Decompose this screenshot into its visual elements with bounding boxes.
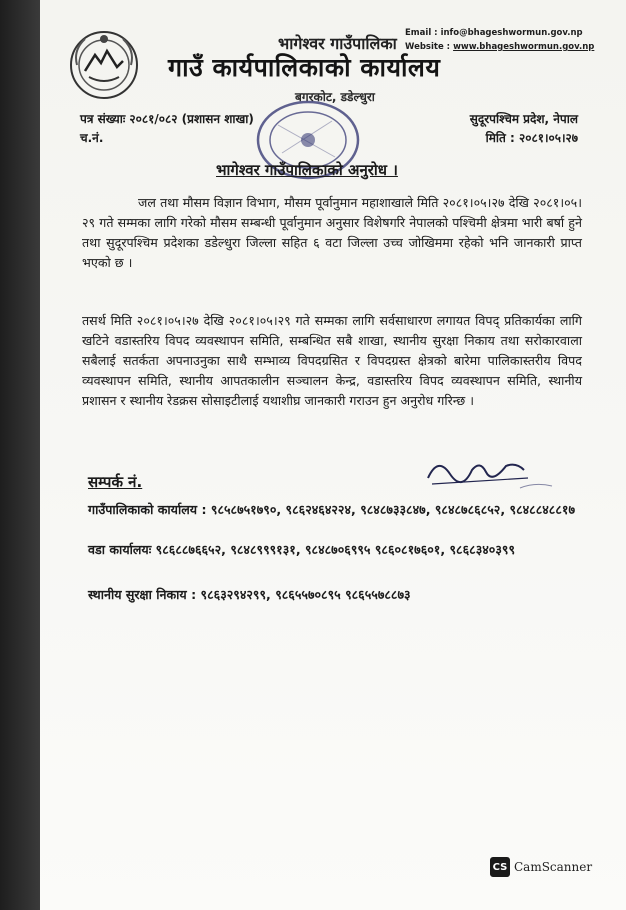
body-paragraph-1: जल तथा मौसम विज्ञान विभाग, मौसम पूर्वानुमान महाशाखाले मिति २०८१।०५।२७ देखि २०८१।०५।२९ गते सम्मका लागि गरेको मौसम सम्बन्धी पूर्वानुमान अनुसार विशेषगरि नेपालको पश्चिमी क्षेत्रमा भारी बर्षा हुने तथा सुदूरपश्चिम प्रदेशका डडेल्धुरा जिल्ला सहित ६ वटा जिल्ला उच्च जोखिममा रहेको भनि जानकारी प्राप्त भएको छ । <box>82 195 582 270</box>
contact-numbers: ९८६३२९४२९९, ९८६५५७०८९५ ९८६५५७८८७३ <box>200 587 411 602</box>
reference-block <box>80 110 254 148</box>
camscanner-watermark <box>490 856 592 878</box>
officer-signature <box>420 448 560 498</box>
office-location: बगरकोट, डडेल्धुरा <box>295 90 375 104</box>
office-title: गाउँ कार्यपालिकाको कार्यालय <box>168 53 441 82</box>
camscanner-label: CamScanner <box>514 860 593 874</box>
office-website: Website : www.bhageshwormun.gov.np <box>405 42 595 52</box>
letter-number: पत्र संख्याः २०८१/०८२ (प्रशासन शाखा) <box>80 112 254 126</box>
contact-label: वडा कार्यालयः <box>88 542 152 557</box>
contact-label: गाउँपालिकाको कार्यालय <box>88 502 198 517</box>
province-name: सुदूरपश्चिम प्रदेश, नेपाल <box>469 112 578 126</box>
contact-row-security: स्थानीय सुरक्षा निकाय : ९८६३२९४२९९, ९८६५५७०८९५ ९८६५५७८८७३ <box>88 587 411 602</box>
body-paragraph-2: तसर्थ मिति २०८१।०५।२७ देखि २०८१।०५।२९ गते सम्मका लागि सर्वसाधारण लगायत विपद् प्रतिकार्यका लागि खटिने वडास्तरिय विपद व्यवस्थापन समिति, सम्बन्धित सबै शाखा, स्थानीय सुरक्षा निकाय तथा सरोकारवाला सबैलाई सतर्कता अपनाउनुका साथै सम्भाव्य विपदग्रसित र विपदग्रस्त क्षेत्रको बारेमा पालिकास्तरीय विपद व्यवस्थापन समिति, स्थानीय आपतकालीन सञ्चालन केन्द्र, वडास्तरिय विपद व्यवस्थापन समिति, स्थानीय प्रशासन र स्थानीय रेडक्रस सोसाइटीलाई यथाशीघ्र जानकारी गराउन हुन अनुरोध गरिन्छ । <box>82 313 582 408</box>
office-email: Email : info@bhageshwormun.gov.np <box>405 28 583 38</box>
contact-numbers: ९८५८७५१७९०, ९८६२४६४२२४, ९८४८७३३८४७, ९८४८७८६८५२, ९८४८८४८८१७ <box>210 502 576 517</box>
contact-heading: सम्पर्क नं. <box>88 473 143 491</box>
province-date-block <box>418 110 578 148</box>
letter-date: मिति : २०८१।०५।२७ <box>485 131 578 145</box>
letter-subject: भागेश्वर गाउँपालिकाको अनुरोध । <box>216 161 398 179</box>
municipality-name: भागेश्वर गाउँपालिका <box>278 34 397 53</box>
scan-edge <box>0 0 40 910</box>
contact-label: स्थानीय सुरक्षा निकाय <box>88 587 187 602</box>
camscanner-icon: CS <box>490 857 510 877</box>
letter-page <box>40 0 626 910</box>
dispatch-number: च.नं. <box>80 131 104 145</box>
contact-numbers: ९८६८८७६६५२, ९८४८९९९१३१, ९८४८७०६९९५ ९८६०८१७६०१, ९८६८३४०३९९ <box>155 542 515 557</box>
nepal-emblem-icon <box>65 25 143 103</box>
contact-row-office: गाउँपालिकाको कार्यालय : ९८५८७५१७९०, ९८६२४६४२२४, ९८४८७३३८४७, ९८४८७८६८५२, ९८४८८४८८१७ <box>88 502 576 517</box>
contact-row-ward <box>88 540 578 559</box>
